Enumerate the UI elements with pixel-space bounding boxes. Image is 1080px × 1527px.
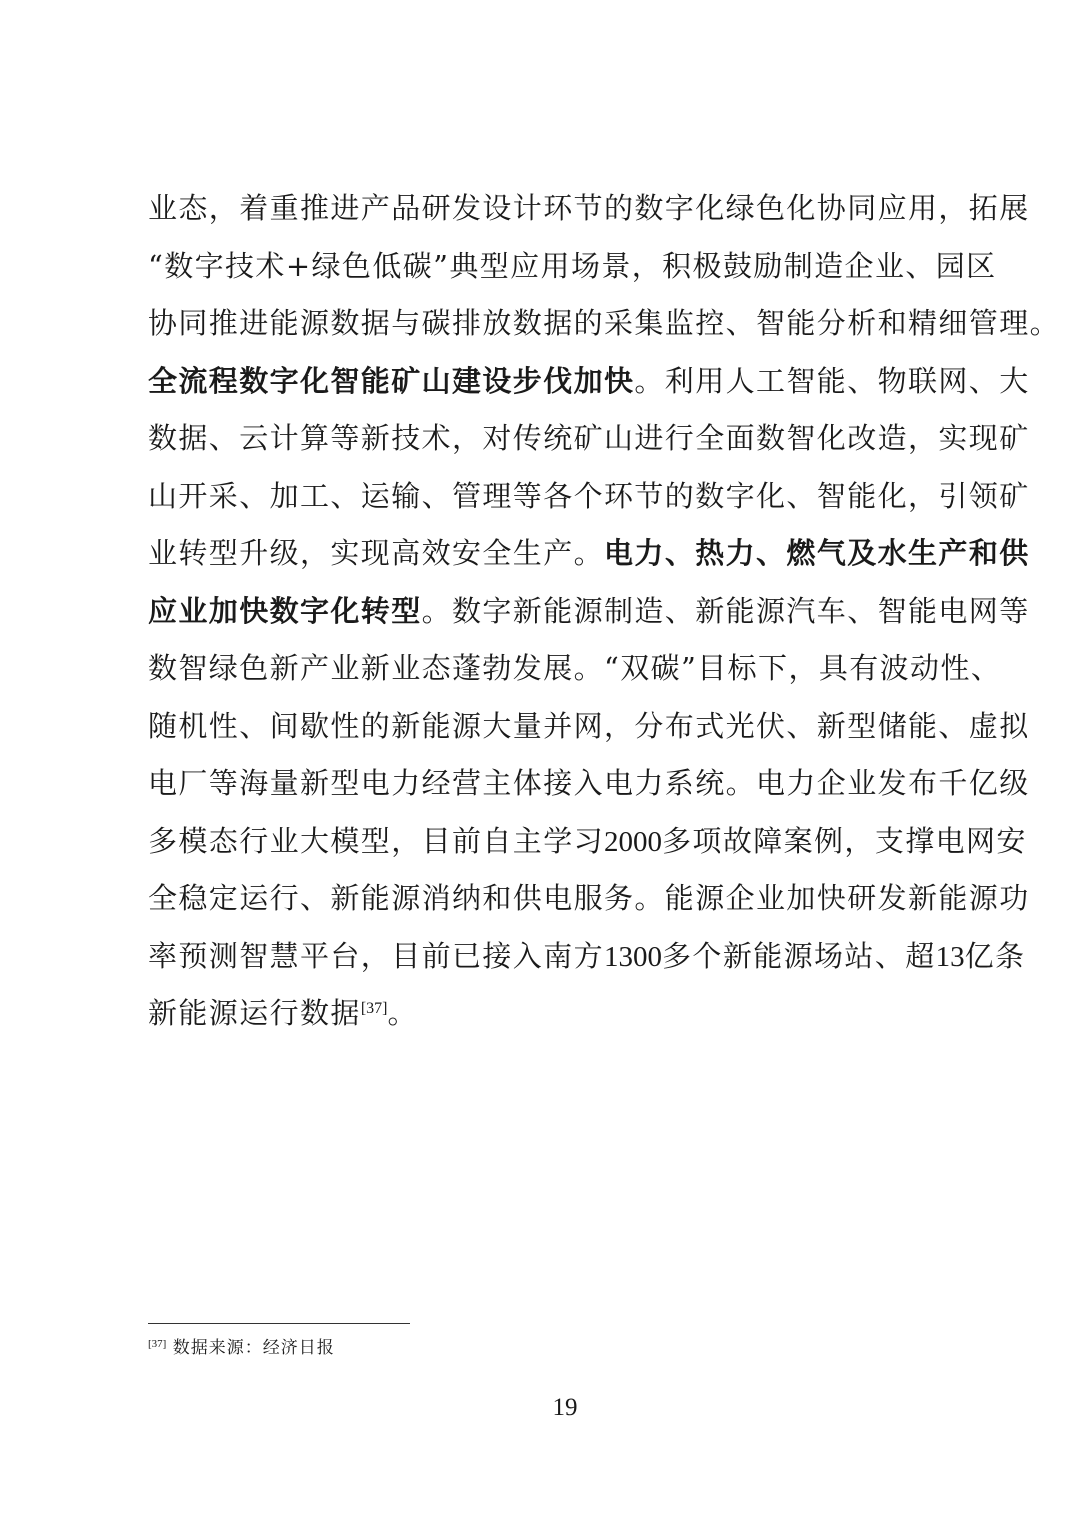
text-line [148, 698, 1030, 756]
text-segment: 13 [935, 940, 965, 973]
footnote-marker: [37] [148, 1338, 167, 1350]
text-line [148, 870, 1030, 928]
text-segment: 率预测智慧平台，目前已接入南方 [148, 938, 605, 973]
text-segment: 业转型升级，实现高效安全生产。 [148, 536, 605, 570]
bold-heading-text: 应业加快数字化转型 [148, 593, 422, 628]
text-segment: 数智绿色新产业新业态蓬勃发展。“双碳”目标下，具有波动性、 [148, 651, 1002, 685]
footnote-divider [148, 1323, 410, 1324]
text-line [148, 180, 1030, 238]
text-segment: 亿条 [964, 938, 1026, 973]
text-segment: 。利用人工智能、物联网、大 [634, 363, 1030, 398]
page-number: 19 [552, 1394, 578, 1421]
text-line [148, 468, 1030, 526]
footnote-text: 数据来源：经济日报 [172, 1338, 335, 1358]
text-segment: 。数字新能源制造、新能源汽车、智能电网等 [421, 593, 1030, 628]
text-line [148, 813, 1027, 871]
text-line [148, 353, 1030, 411]
text-line [148, 640, 1002, 698]
text-line [148, 525, 1030, 583]
text-segment: 新能源运行数据 [148, 996, 361, 1030]
text-segment: 协同推进能源数据与碳排放数据的采集监控、智能分析和精细管理。 [148, 306, 1061, 340]
text-segment: 多个新能源场站、超 [662, 938, 936, 973]
text-line [148, 410, 1030, 468]
footnote [148, 1334, 335, 1362]
text-line [148, 755, 1030, 813]
text-line [148, 238, 997, 296]
text-segment: 业态，着重推进产品研发设计环节的数字化绿色化协同应用，拓展 [148, 191, 1030, 225]
text-segment: 数据、云计算等新技术，对传统矿山进行全面数智化改造，实现矿 [148, 421, 1030, 455]
footnote-reference: [37] [360, 1000, 388, 1017]
text-line [148, 583, 1030, 641]
text-segment: 全稳定运行、新能源消纳和供电服务。能源企业加快研发新能源功 [148, 881, 1030, 915]
text-segment: 多项故障案例，支撑电网安 [662, 823, 1027, 858]
text-line [148, 295, 1061, 353]
text-segment: 。 [387, 996, 418, 1030]
text-segment: 山开采、加工、运输、管理等各个环节的数字化、智能化，引领矿 [148, 478, 1030, 513]
text-line [148, 928, 1026, 986]
bold-heading-text: 电力、热力、燃气及水生产和供 [604, 536, 1030, 570]
body-text [148, 180, 1061, 1043]
text-segment: 电厂等海量新型电力经营主体接入电力系统。电力企业发布千亿级 [148, 766, 1030, 800]
text-segment: 多模态行业大模型，目前自主学习 [148, 823, 605, 858]
text-segment: 随机性、间歇性的新能源大量并网，分布式光伏、新型储能、虚拟 [148, 708, 1030, 743]
text-segment: “数字技术+绿色低碳”典型应用场景，积极鼓励制造企业、园区 [148, 248, 997, 283]
text-segment: 2000 [604, 825, 663, 858]
bold-heading-text: 全流程数字化智能矿山建设步伐加快 [148, 363, 635, 398]
text-segment: 1300 [604, 940, 663, 973]
text-line [148, 985, 948, 1043]
